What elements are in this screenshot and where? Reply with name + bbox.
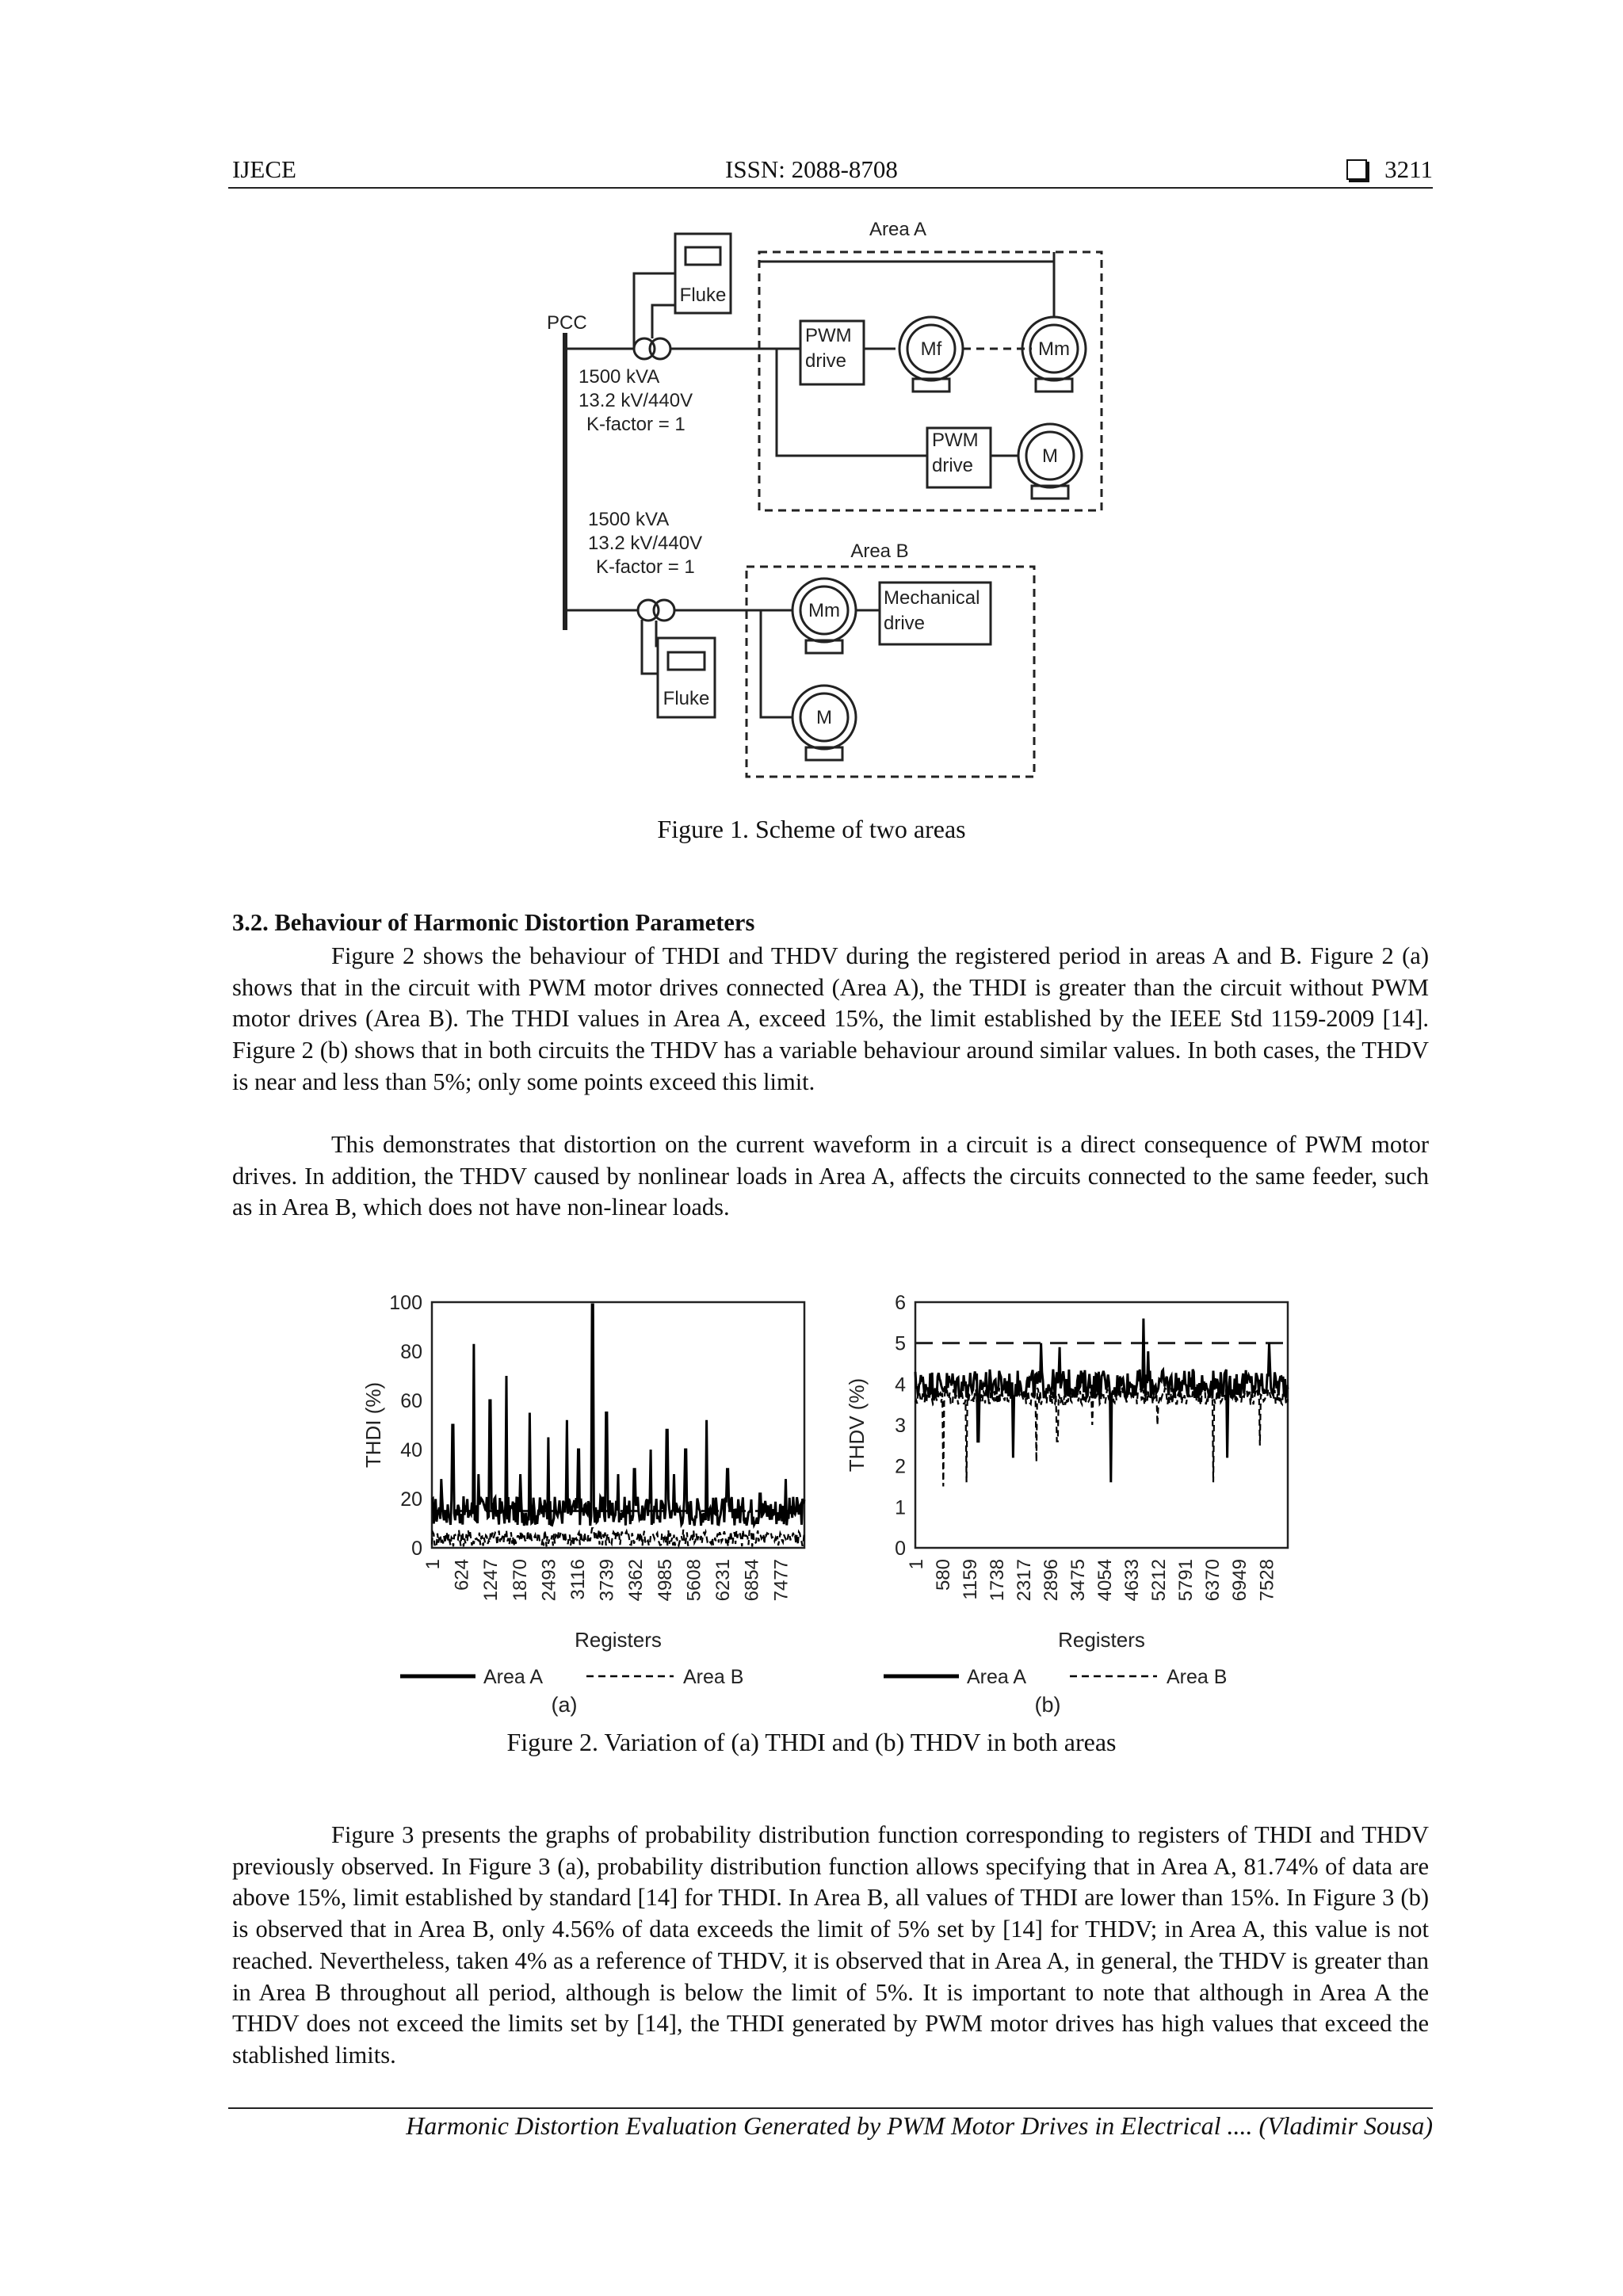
x-tick-label: 6231: [712, 1559, 735, 1602]
y-tick-label: 4: [895, 1373, 906, 1396]
x-tick-label: 4362: [625, 1559, 647, 1602]
footer-rule: [228, 2107, 1433, 2109]
pwm-drive-1-line1: PWM: [805, 325, 852, 346]
legend-label-area-a: Area A: [967, 1666, 1027, 1688]
motor-mm-a-label: Mm: [1038, 338, 1070, 360]
x-tick-label: 1870: [509, 1559, 531, 1602]
x-tick-label: 3739: [596, 1559, 618, 1602]
x-tick-label: 2493: [538, 1559, 560, 1602]
x-tick-label: 4054: [1094, 1559, 1117, 1602]
series-line-area-a: [432, 1305, 804, 1526]
transformer-a-voltage: 13.2 kV/440V: [579, 390, 693, 411]
checkbox-icon: [1346, 159, 1367, 180]
legend-label-area-a: Area A: [483, 1666, 544, 1688]
mechanical-drive-line1: Mechanical: [884, 587, 980, 609]
motor-mf-label: Mf: [920, 338, 942, 360]
paragraph-2: [232, 1129, 1429, 1224]
transformer-b-rating: 1500 kVA: [588, 509, 670, 530]
y-tick-label: 5: [895, 1332, 906, 1355]
x-tick-label: 2896: [1041, 1559, 1063, 1602]
y-tick-label: 6: [895, 1292, 906, 1314]
x-tick-label: 6949: [1229, 1559, 1251, 1602]
transformer-a-kfactor: K-factor = 1: [586, 414, 685, 435]
x-tick-label: 1: [422, 1559, 444, 1570]
page-number-group: [1346, 155, 1433, 184]
x-tick-label: 2317: [1014, 1559, 1036, 1602]
motor-m-a-label: M: [1042, 445, 1058, 467]
x-tick-label: 5608: [683, 1559, 705, 1602]
x-tick-label: 7528: [1256, 1559, 1278, 1602]
y-tick-label: 40: [400, 1439, 422, 1461]
transformer-b-kfactor: K-factor = 1: [596, 556, 695, 578]
x-tick-label: 1159: [960, 1559, 982, 1600]
section-heading: 3.2. Behaviour of Harmonic Distortion Parameters: [232, 909, 755, 936]
legend-label-area-b: Area B: [683, 1666, 744, 1688]
y-axis-label: THDI (%): [361, 1381, 385, 1469]
issn: ISSN: 2088-8708: [725, 155, 898, 183]
x-tick-label: 1: [906, 1559, 927, 1570]
pwm-drive-1-line2: drive: [805, 350, 847, 372]
pwm-drive-2-line1: PWM: [932, 430, 979, 451]
header-rule: [228, 187, 1433, 189]
x-tick-label: 5791: [1175, 1559, 1197, 1602]
paragraph-1: [232, 941, 1429, 1098]
paragraph-1-text: Figure 2 shows the behaviour of THDI and THDV during the registered period in areas A and B. Figure 2 (a) shows that in the circuit with PWM motor drives connected (Area A), the THDI is greater than the circuit without PWM motor drives (Area B). The THDI values in Area A, exceed 15%, the limit established by the IEEE Std 1159-2009 [14]. Figure 2 (b) shows that in both circuits the THDV has a variable behaviour around similar values. In both cases, the THDV is near and less than 5%; only some points exceed this limit.: [232, 942, 1429, 1095]
paragraph-2-text: This demonstrates that distortion on the current waveform in a circuit is a direct consequence of PWM motor drives. In addition, the THDV caused by nonlinear loads in Area A, affects the circuits connected to the same feeder, such as in Area B, which does not have non-linear loads.: [232, 1131, 1429, 1221]
transformer-a-rating: 1500 kVA: [579, 366, 660, 388]
figure-1-caption: Figure 1. Scheme of two areas: [657, 815, 966, 843]
series-line-area-b: [432, 1528, 804, 1546]
y-tick-label: 20: [400, 1488, 422, 1511]
legend-label-area-b: Area B: [1167, 1666, 1228, 1688]
thdi-chart: [357, 1288, 824, 1717]
page-number: 3211: [1384, 155, 1433, 183]
figure-2-caption: Figure 2. Variation of (a) THDI and (b) THDV in both areas: [506, 1728, 1117, 1756]
y-tick-label: 60: [400, 1390, 422, 1412]
x-tick-label: 6370: [1202, 1559, 1224, 1602]
y-axis-label: THDV (%): [845, 1377, 869, 1473]
y-tick-label: 2: [895, 1455, 906, 1478]
panel-label: (a): [551, 1693, 578, 1717]
x-tick-label: 580: [933, 1559, 955, 1591]
pcc-label: PCC: [547, 312, 587, 334]
mechanical-drive-line2: drive: [884, 613, 926, 634]
y-tick-label: 0: [895, 1538, 906, 1560]
y-tick-label: 3: [895, 1415, 906, 1437]
panel-label: (b): [1034, 1693, 1061, 1717]
motor-m-b-label: M: [816, 707, 832, 728]
x-tick-label: 6854: [741, 1559, 763, 1602]
x-tick-label: 5212: [1148, 1559, 1170, 1602]
motor-mm-b-label: Mm: [808, 600, 840, 621]
plot-frame: [915, 1302, 1288, 1548]
x-axis-label: Registers: [1058, 1628, 1145, 1652]
x-tick-label: 1247: [480, 1559, 502, 1602]
x-tick-label: 3475: [1067, 1559, 1090, 1602]
fluke-a-label: Fluke: [679, 285, 727, 306]
figure-1-diagram: [547, 214, 1117, 793]
paragraph-3-text: Figure 3 presents the graphs of probability distribution function corresponding to registers of THDI and THDV previously observed. In Figure 3 (a), probability distribution function allows specifying that in Area A, 81.74% of data are above 15%, limit established by standard [14] for THDI. In Area B, all values of THDI are lower than 15%. In Figure 3 (b) is observed that in Area B, only 4.56% of data exceeds the limit of 5% set by [14] for THDV; in Area A, this value is not reached. Nevertheless, taken 4% as a reference of THDV, it is observed that in Area A, in general, the THDV is greater than in Area B throughout all period, although is below the limit of 5%. It is important to note that although in Area A the THDV does not exceed the limits set by [14], the THDI generated by PWM motor drives has high values that exceed the stablished limits.: [232, 1821, 1429, 2069]
x-tick-label: 1738: [987, 1559, 1009, 1602]
thdv-chart: [840, 1288, 1308, 1717]
y-tick-label: 1: [895, 1496, 906, 1519]
x-axis-label: Registers: [575, 1628, 662, 1652]
area-a-label: Area A: [869, 219, 927, 240]
x-tick-label: 7477: [770, 1559, 792, 1602]
y-tick-label: 0: [411, 1538, 422, 1560]
y-tick-label: 80: [400, 1341, 422, 1363]
pwm-drive-2-line2: drive: [932, 455, 974, 476]
x-tick-label: 4985: [654, 1559, 676, 1602]
fluke-b-label: Fluke: [663, 688, 710, 709]
y-tick-label: 100: [389, 1292, 422, 1314]
area-b-label: Area B: [850, 541, 909, 562]
running-footer: Harmonic Distortion Evaluation Generated by PWM Motor Drives in Electrical .... (Vladimir Sousa): [406, 2111, 1433, 2140]
paragraph-3: [232, 1820, 1429, 2072]
journal-name: IJECE: [232, 155, 296, 183]
transformer-b-voltage: 13.2 kV/440V: [588, 533, 703, 554]
x-tick-label: 624: [451, 1559, 473, 1591]
x-tick-label: 3116: [567, 1559, 590, 1600]
x-tick-label: 4633: [1121, 1559, 1144, 1602]
series-line-area-b: [915, 1388, 1288, 1487]
